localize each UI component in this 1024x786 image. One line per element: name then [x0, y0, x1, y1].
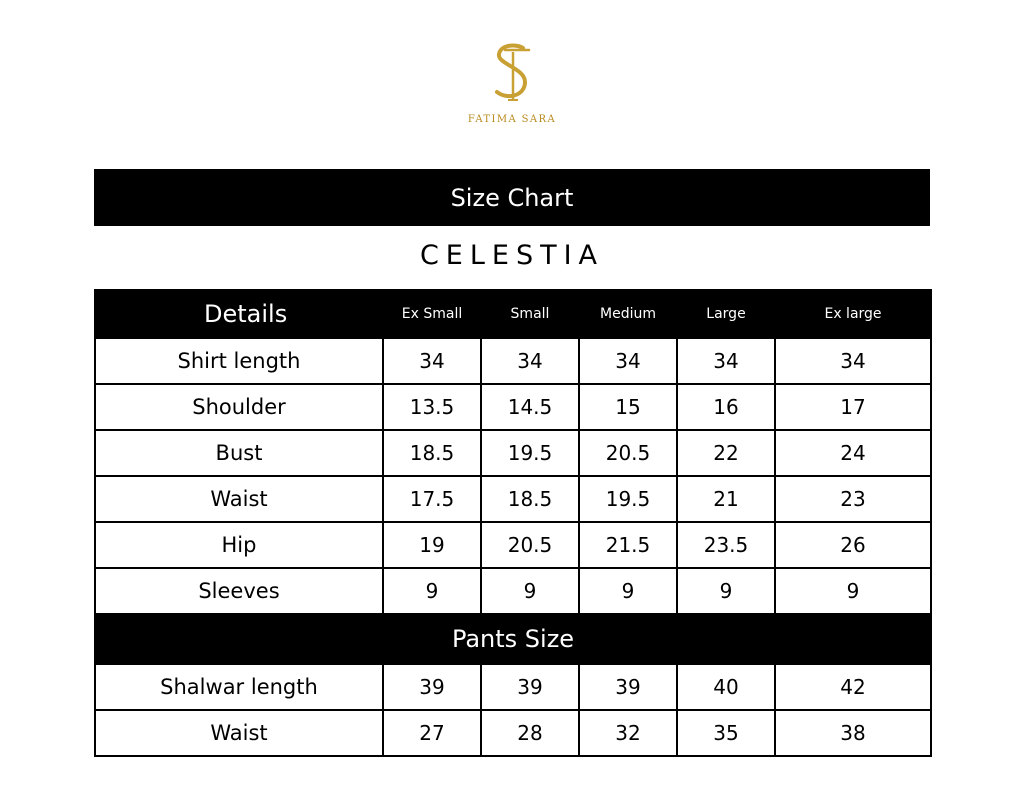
- table-cell: 21.5: [579, 522, 677, 568]
- table-cell: 40: [677, 664, 775, 710]
- table-cell: 16: [677, 384, 775, 430]
- table-cell: 20.5: [579, 430, 677, 476]
- table-cell: 39: [383, 664, 481, 710]
- table-cell: 35: [677, 710, 775, 756]
- table-cell: 9: [383, 568, 481, 614]
- table-cell: 23: [775, 476, 931, 522]
- table-cell: 38: [775, 710, 931, 756]
- table-row: [95, 710, 931, 756]
- table-row: [95, 430, 931, 476]
- row-label: Shirt length: [95, 338, 383, 384]
- table-cell: 23.5: [677, 522, 775, 568]
- row-label: Shalwar length: [95, 664, 383, 710]
- table-cell: 18.5: [383, 430, 481, 476]
- pants-section-header: [95, 614, 931, 664]
- row-label: Bust: [95, 430, 383, 476]
- table-cell: 19.5: [579, 476, 677, 522]
- table-cell: 19: [383, 522, 481, 568]
- brand-name: FATIMA SARA: [467, 114, 557, 125]
- table-cell: 17.5: [383, 476, 481, 522]
- table-cell: 22: [677, 430, 775, 476]
- row-label: Waist: [95, 710, 383, 756]
- table-cell: 34: [677, 338, 775, 384]
- table-cell: 34: [775, 338, 931, 384]
- table-cell: 14.5: [481, 384, 579, 430]
- table-cell: 42: [775, 664, 931, 710]
- table-cell: 19.5: [481, 430, 579, 476]
- table-cell: 32: [579, 710, 677, 756]
- row-label: Waist: [95, 476, 383, 522]
- column-header-ex-large: Ex large: [775, 290, 931, 338]
- table-cell: 24: [775, 430, 931, 476]
- column-header-small: Small: [481, 290, 579, 338]
- collection-name: CELESTIA: [419, 240, 605, 271]
- brand-logo: [462, 42, 562, 125]
- section-title: Pants Size: [95, 614, 931, 664]
- table-cell: 9: [677, 568, 775, 614]
- size-chart-title: [94, 169, 930, 226]
- table-row: [95, 338, 931, 384]
- page-title: Size Chart: [450, 183, 574, 212]
- table-header-row: [95, 290, 931, 338]
- table-cell: 26: [775, 522, 931, 568]
- table-cell: 34: [383, 338, 481, 384]
- table-cell: 15: [579, 384, 677, 430]
- table-cell: 39: [481, 664, 579, 710]
- table-cell: 9: [579, 568, 677, 614]
- row-label: Hip: [95, 522, 383, 568]
- table-row: [95, 568, 931, 614]
- column-header-details: Details: [95, 290, 383, 338]
- table-row: [95, 476, 931, 522]
- table-cell: 20.5: [481, 522, 579, 568]
- table-row: [95, 384, 931, 430]
- table-cell: 34: [481, 338, 579, 384]
- table-cell: 28: [481, 710, 579, 756]
- table-cell: 17: [775, 384, 931, 430]
- fs-monogram-icon: [489, 42, 535, 108]
- table-cell: 39: [579, 664, 677, 710]
- column-header-ex-small: Ex Small: [383, 290, 481, 338]
- table-cell: 34: [579, 338, 677, 384]
- size-table: [94, 289, 932, 757]
- row-label: Sleeves: [95, 568, 383, 614]
- column-header-medium: Medium: [579, 290, 677, 338]
- table-cell: 9: [775, 568, 931, 614]
- table-cell: 21: [677, 476, 775, 522]
- table-cell: 27: [383, 710, 481, 756]
- row-label: Shoulder: [95, 384, 383, 430]
- table-cell: 18.5: [481, 476, 579, 522]
- table-cell: 9: [481, 568, 579, 614]
- table-cell: 13.5: [383, 384, 481, 430]
- table-row: [95, 522, 931, 568]
- table-row: [95, 664, 931, 710]
- column-header-large: Large: [677, 290, 775, 338]
